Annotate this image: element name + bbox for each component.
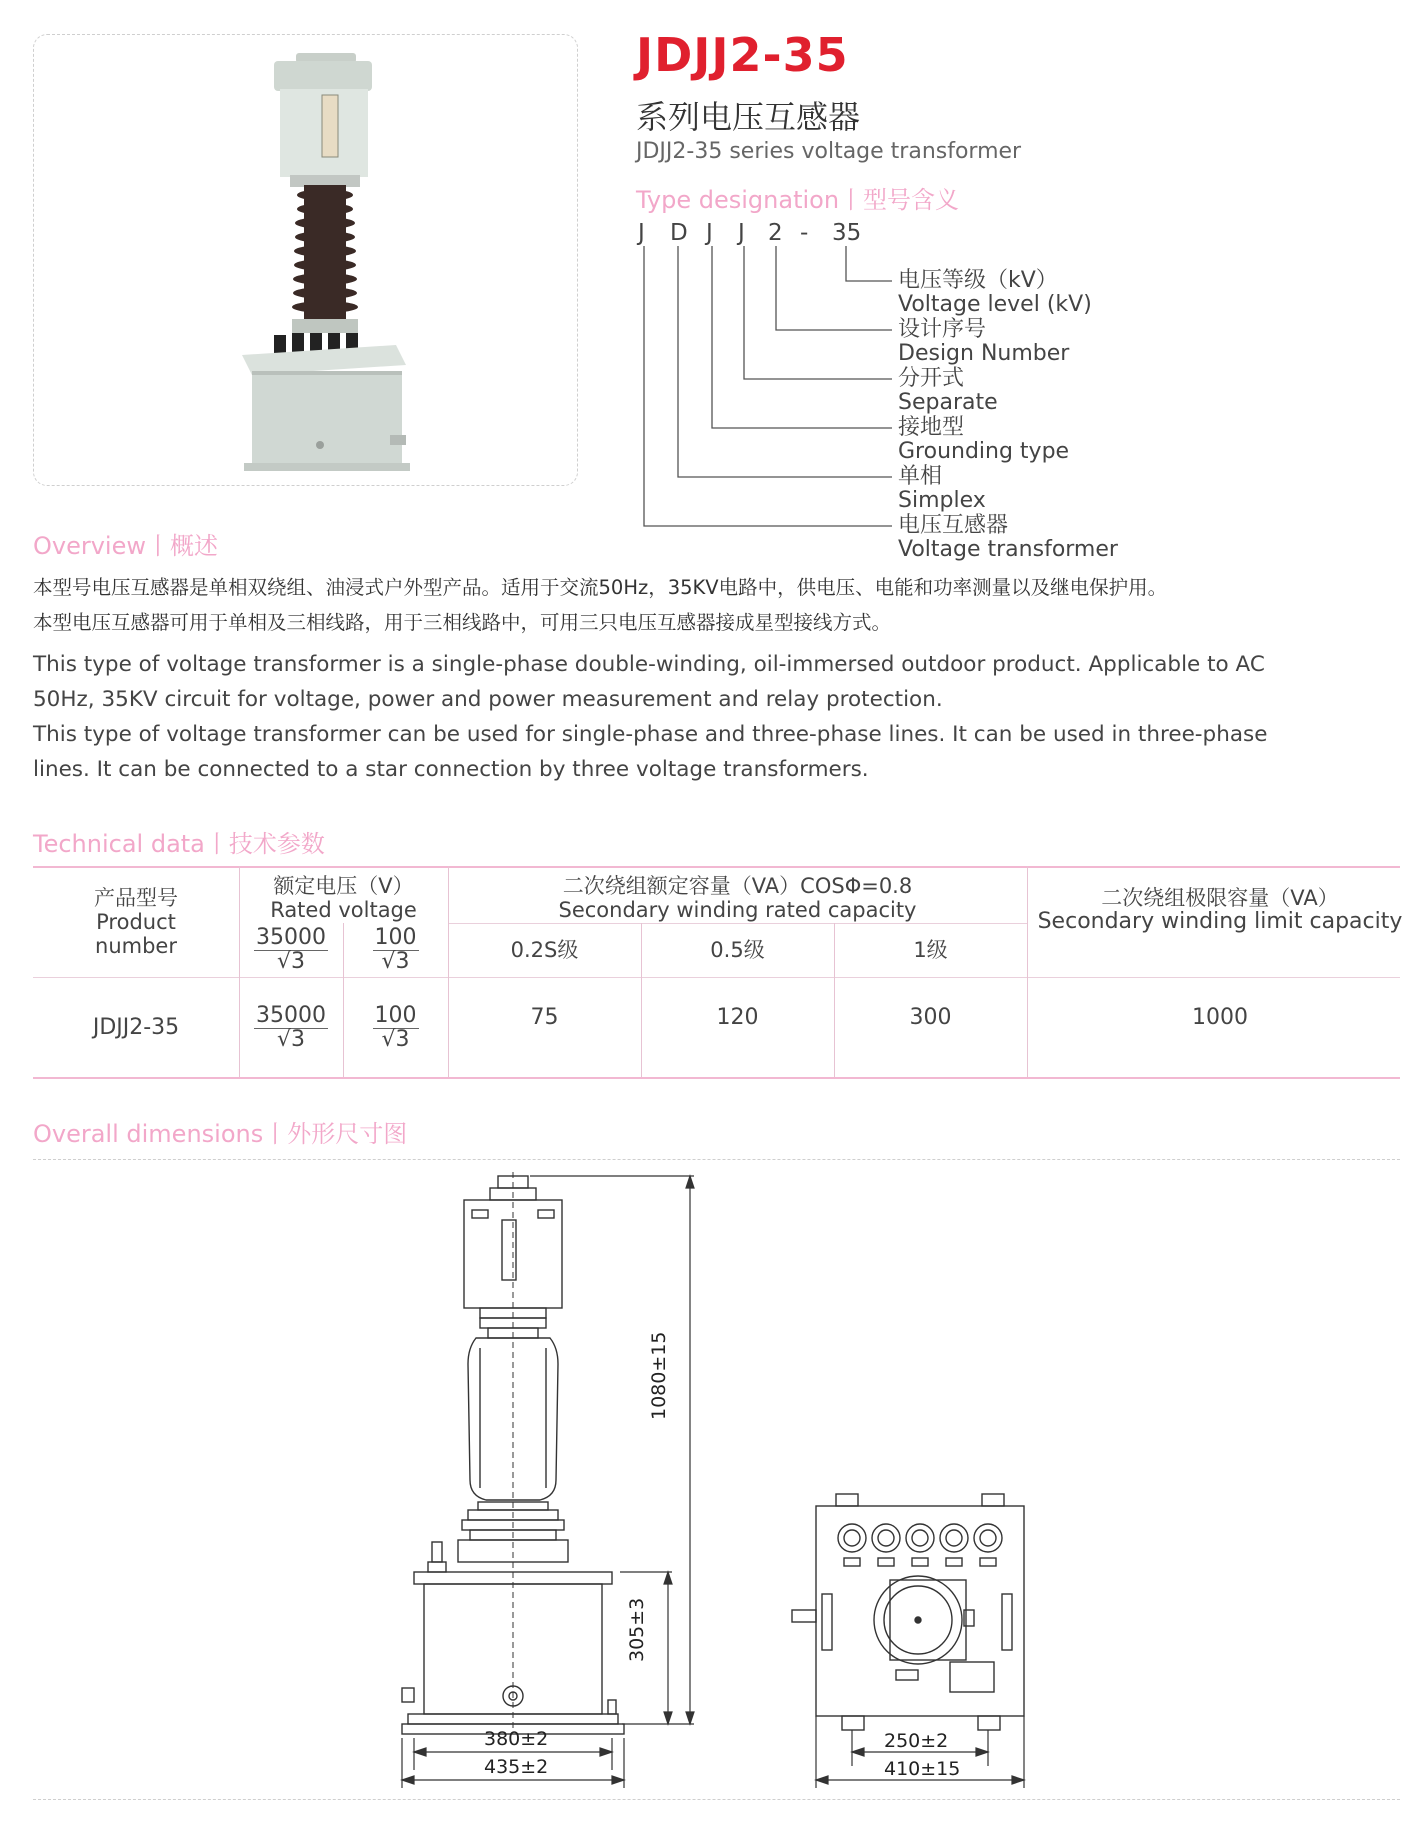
legend-en-voltage: Voltage level (kV): [898, 292, 1092, 317]
designation-leader-lines: [630, 246, 900, 536]
dim-top-outer-width: 410±15: [884, 1758, 961, 1780]
overview-en-line-3: This type of voltage transformer can be used for single-phase and three-phase lines. It can be used in three-phase: [33, 722, 1268, 747]
legend-cn-separate: 分开式: [898, 366, 965, 391]
dim-front-inner-width: 380±2: [484, 1728, 549, 1750]
product-photo-frame: [33, 34, 578, 486]
product-photo: [34, 35, 577, 485]
designation-letter: J: [738, 220, 745, 246]
dim-front-outer-width: 435±2: [484, 1756, 549, 1778]
class-02s: 0.2S级: [510, 938, 579, 962]
class-1: 1级: [913, 938, 948, 962]
dimensions-heading: Overall dimensions丨外形尺寸图: [33, 1120, 408, 1148]
overview-heading: Overview丨概述: [33, 532, 218, 560]
legend-en-transformer: Voltage transformer: [898, 537, 1118, 562]
legend-cn-design: 设计序号: [898, 317, 987, 342]
header-secondary-fraction: [343, 926, 448, 974]
dim-height-total: 1080±15: [648, 1331, 670, 1420]
header-primary-den: √3: [276, 949, 305, 974]
overview-en-line-4: lines. It can be connected to a star connection by three voltage transformers.: [33, 757, 869, 782]
col-product-en-2: number: [95, 934, 177, 958]
row-model: JDJJ2-35: [92, 1015, 180, 1040]
product-title: JDJJ2-35: [636, 28, 849, 82]
col-product-en-1: Product: [96, 910, 176, 934]
legend-en-grounding: Grounding type: [898, 439, 1070, 464]
dim-height-tank: 305±3: [626, 1597, 648, 1662]
col-capacity-en: Secondary winding rated capacity: [558, 898, 917, 922]
row-primary-den: √3: [276, 1027, 305, 1052]
legend-en-simplex: Simplex: [898, 488, 986, 513]
divider: [33, 1159, 1400, 1160]
legend-cn-simplex: 单相: [898, 464, 943, 489]
row-value-1: 300: [909, 1005, 952, 1030]
technical-heading: Technical data丨技术参数: [33, 830, 325, 858]
overview-cn-line-1: 本型号电压互感器是单相双绕组、油浸式户外型产品。适用于交流50Hz，35KV电路中，供电压、电能和功率测量以及继电保护用。: [33, 576, 1168, 599]
type-designation-heading: Type designation丨型号含义: [636, 186, 960, 214]
row-secondary-den: √3: [381, 1027, 410, 1052]
row-value-05: 120: [716, 1005, 759, 1030]
header-secondary-num: 100: [374, 925, 417, 950]
subtitle-english: JDJJ2-35 series voltage transformer: [636, 139, 1022, 164]
legend-cn-transformer: 电压互感器: [898, 513, 1009, 538]
divider: [33, 1799, 1400, 1800]
designation-letter: 35: [832, 220, 862, 246]
col-product-cn: 产品型号: [94, 886, 178, 910]
row-secondary-num: 100: [374, 1003, 417, 1028]
header-secondary-den: √3: [381, 949, 410, 974]
row-secondary-fraction: [343, 1004, 448, 1052]
row-primary-num: 35000: [256, 1003, 326, 1028]
row-value-limit: 1000: [1192, 1005, 1248, 1030]
overview-en-line-2: 50Hz, 35KV circuit for voltage, power and power measurement and relay protection.: [33, 687, 943, 712]
front-view-drawing: [390, 1168, 710, 1788]
header-primary-num: 35000: [256, 925, 326, 950]
col-capacity-cn: 二次绕组额定容量（VA）COSΦ=0.8: [562, 874, 913, 898]
overview-en-line-1: This type of voltage transformer is a single-phase double-winding, oil-immersed outdoor product. Applicable to AC: [33, 652, 1265, 677]
legend-en-separate: Separate: [898, 390, 998, 415]
col-voltage-cn: 额定电压（V）: [273, 874, 414, 898]
class-05: 0.5级: [710, 938, 765, 962]
col-limit-cn: 二次绕组极限容量（VA）: [1101, 886, 1339, 910]
designation-letter: 2: [768, 220, 783, 246]
designation-letter: J: [638, 220, 645, 246]
subtitle-chinese: 系列电压互感器: [636, 98, 861, 136]
designation-letter: -: [800, 220, 809, 246]
legend-en-design: Design Number: [898, 341, 1070, 366]
dim-top-inner-width: 250±2: [884, 1730, 949, 1752]
header-primary-fraction: [239, 926, 343, 974]
row-primary-fraction: [239, 1004, 343, 1052]
legend-cn-grounding: 接地型: [898, 415, 965, 440]
row-value-02s: 75: [530, 1005, 559, 1030]
col-voltage-en: Rated voltage: [270, 898, 417, 922]
designation-letter: J: [706, 220, 713, 246]
overview-cn-line-2: 本型电压互感器可用于单相及三相线路，用于三相线路中，可用三只电压互感器接成星型接线方式。: [33, 611, 892, 634]
designation-letter: D: [670, 220, 688, 246]
legend-cn-voltage: 电压等级（kV）: [898, 268, 1058, 293]
col-limit-en: Secondary winding limit capacity: [1037, 909, 1403, 934]
